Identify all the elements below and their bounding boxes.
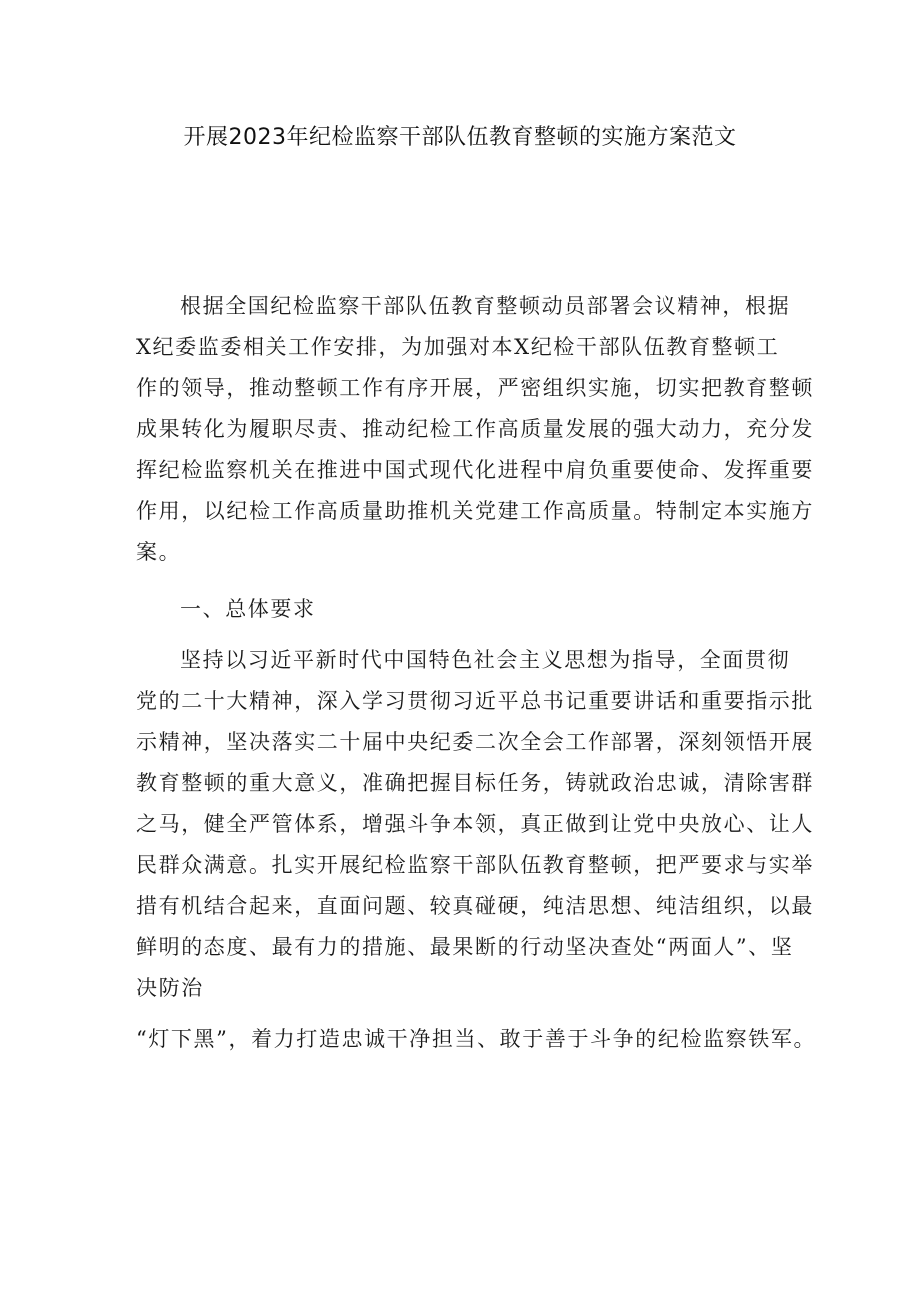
intro-line: 根据全国纪检监察干部队伍教育整顿动员部署会议精神，根据 — [180, 294, 791, 318]
section-line: 党的二十大精神，深入学习贯彻习近平总书记重要讲话和重要指示批 — [136, 689, 814, 713]
section-line: “灯下黑”，着力打造忠诚干净担当、敢于善于斗争的纪检监察铁军。 — [136, 1027, 817, 1051]
section-line: 措有机结合起来，直面问题、较真碰硬，纯洁思想、纯洁组织，以最 — [136, 894, 814, 918]
intro-line: 案。 — [136, 540, 182, 564]
intro-line: 成果转化为履职尽责、推动纪检工作高质量发展的强大动力，充分发 — [136, 417, 814, 441]
intro-line: 挥纪检监察机关在推进中国式现代化进程中肩负重要使命、发挥重要 — [136, 458, 814, 482]
intro-line: 作的领导，推动整顿工作有序开展，严密组织实施，切实把教育整顿 — [136, 376, 814, 400]
section-line: 鲜明的态度、最有力的措施、最果断的行动坚决查处“两面人”、坚 — [136, 935, 794, 959]
section-line: 民群众满意。扎实开展纪检监察干部队伍教育整顿，把严要求与实举 — [136, 853, 814, 877]
document-body — [136, 286, 817, 1060]
document-title: 开展2023年纪检监察干部队伍教育整顿的实施方案范文 — [183, 125, 737, 150]
intro-line: 作用，以纪检工作高质量助推机关党建工作高质量。特制定本实施方 — [136, 499, 814, 523]
section-line: 教育整顿的重大意义，准确把握目标任务，铸就政治忠诚，清除害群 — [136, 771, 814, 795]
section-line: 示精神，坚决落实二十届中央纪委二次全会工作部署，深刻领悟开展 — [136, 730, 814, 754]
intro-line: X纪委监委相关工作安排，为加强对本X纪检干部队伍教育整顿工 — [136, 335, 780, 359]
section-heading: 一、总体要求 — [180, 597, 316, 621]
section-line: 坚持以习近平新时代中国特色社会主义思想为指导，全面贯彻 — [180, 648, 791, 672]
section-line: 之马，健全严管体系，增强斗争本领，真正做到让党中央放心、让人 — [136, 812, 814, 836]
section-line: 决防治 — [136, 976, 204, 1000]
